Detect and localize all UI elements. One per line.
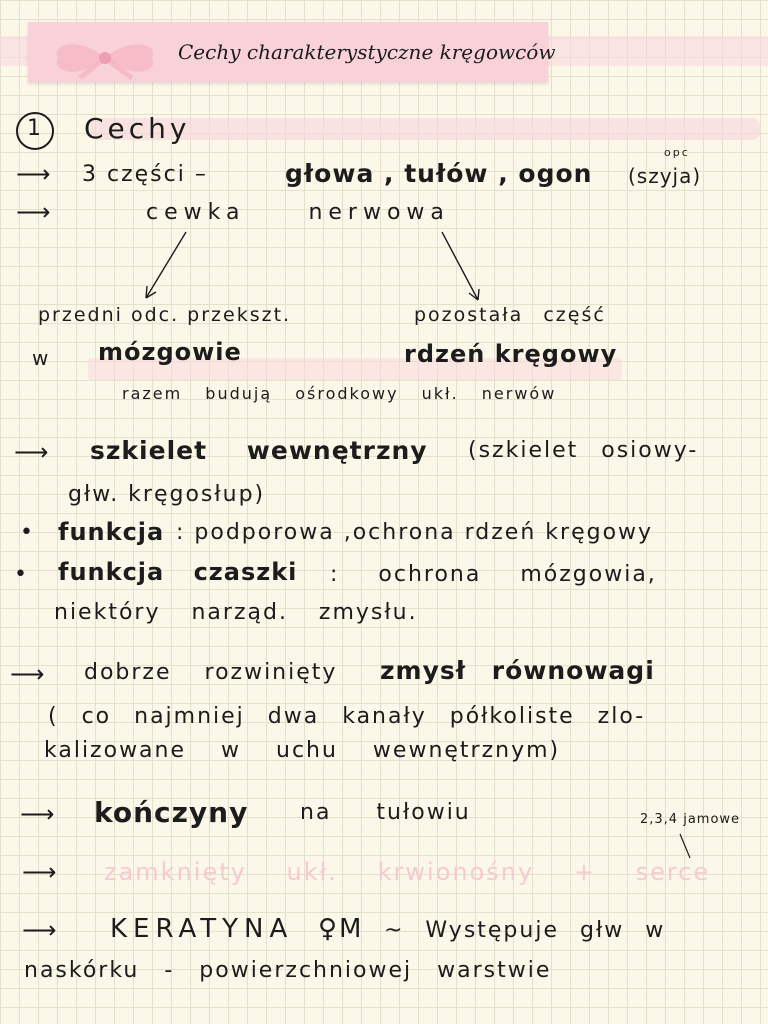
branch-left-line1: przedni odc. przekszt. bbox=[38, 304, 292, 326]
section-number: 1 bbox=[27, 116, 43, 141]
arrow-2: ⟶ bbox=[16, 198, 53, 226]
line1-prefix: 3 części – bbox=[82, 162, 208, 187]
line5-bold: kończyny bbox=[94, 796, 249, 829]
page-title: Cechy charakterystyczne kręgowców bbox=[178, 40, 556, 64]
line4-bold: zmysł równowagi bbox=[380, 656, 655, 685]
line5-note: 2,3,4 jamowe bbox=[640, 812, 741, 827]
line3-bold: szkielet wewnętrzny bbox=[90, 436, 428, 465]
line1-bold: głowa , tułów , ogon bbox=[285, 159, 593, 188]
line4-prefix: dobrze rozwinięty bbox=[84, 660, 338, 685]
branch-left-bold: mózgowie bbox=[98, 338, 242, 366]
arrow-3: ⟶ bbox=[14, 438, 51, 466]
line4-l3: kalizowane w uchu wewnętrznym) bbox=[44, 738, 561, 763]
line2-text: cewka nerwowa bbox=[146, 200, 450, 225]
bullet2-bold: funkcja czaszki bbox=[58, 558, 298, 586]
bullet1-bold: funkcja bbox=[58, 518, 165, 546]
section-heading: Cechy bbox=[84, 112, 191, 145]
arrow-6: ⟶ bbox=[22, 858, 59, 886]
bullet1-text: : podporowa ,ochrona rdzeń kręgowy bbox=[176, 520, 654, 545]
branch-right-bold: rdzeń kręgowy bbox=[404, 340, 618, 368]
bullet2-cont: niektóry narząd. zmysłu. bbox=[54, 600, 418, 625]
arrow-5: ⟶ bbox=[20, 800, 57, 828]
line7-cont: naskórku - powierzchniowej warstwie bbox=[24, 958, 552, 983]
bullet2-text: : ochrona mózgowia, bbox=[330, 562, 657, 587]
line3-cont: głw. kręgosłup) bbox=[68, 482, 266, 507]
arrow-7: ⟶ bbox=[22, 916, 59, 944]
line6-text: zamknięty ukł. krwionośny + serce bbox=[104, 858, 711, 886]
together-text: razem budują ośrodkowy ukł. nerwów bbox=[122, 384, 557, 403]
branch-right-line1: pozostała część bbox=[414, 304, 606, 326]
line4-l2: ( co najmniej dwa kanały półkoliste zlo- bbox=[48, 704, 646, 729]
branch-left-prefix: w bbox=[32, 346, 51, 370]
line1-note: opc bbox=[664, 146, 690, 159]
line7-bold: KERATYNA bbox=[110, 914, 294, 944]
line5-text: na tułowiu bbox=[300, 800, 471, 825]
line7-text: ~ Występuje głw w bbox=[384, 918, 666, 943]
bullet-1: • bbox=[20, 520, 35, 545]
line7-sym: ♀M bbox=[318, 914, 364, 944]
line3-paren: (szkielet osiowy- bbox=[468, 438, 699, 463]
arrow-4: ⟶ bbox=[10, 660, 47, 688]
arrow-1: ⟶ bbox=[16, 160, 53, 188]
line1-paren: (szyja) bbox=[628, 164, 702, 188]
bullet-2: • bbox=[14, 562, 29, 587]
